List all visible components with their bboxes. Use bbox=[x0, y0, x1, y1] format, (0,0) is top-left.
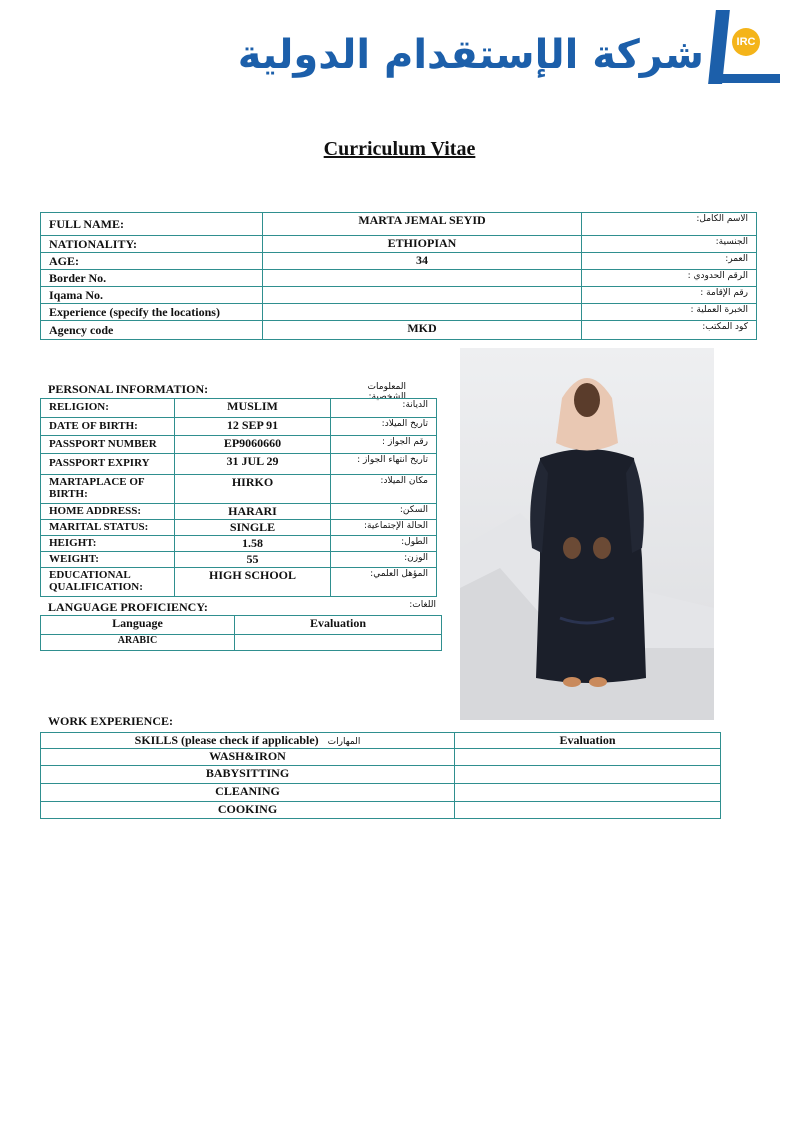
personal-info-heading: PERSONAL INFORMATION: bbox=[48, 382, 209, 396]
company-logo bbox=[237, 8, 782, 86]
field-label: DATE OF BIRTH: bbox=[41, 418, 175, 436]
field-label: AGE: bbox=[41, 253, 263, 270]
field-label-arabic: الخبرة العملية : bbox=[582, 304, 757, 321]
field-label: Iqama No. bbox=[41, 287, 263, 304]
field-value: MKD bbox=[263, 321, 582, 340]
table-row bbox=[41, 287, 757, 304]
field-label: HEIGHT: bbox=[41, 536, 175, 552]
table-row bbox=[41, 504, 437, 520]
candidate-photo bbox=[460, 348, 714, 720]
skill-evaluation-cell bbox=[455, 802, 721, 819]
field-label: WEIGHT: bbox=[41, 552, 175, 568]
field-label: FULL NAME: bbox=[41, 213, 263, 236]
field-label: NATIONALITY: bbox=[41, 236, 263, 253]
language-evaluation bbox=[235, 635, 442, 651]
skill-name: WASH&IRON bbox=[41, 749, 455, 766]
field-value: 55 bbox=[175, 552, 331, 568]
field-value: 12 SEP 91 bbox=[175, 418, 331, 436]
field-label: PASSPORT EXPIRY bbox=[41, 454, 175, 475]
table-row bbox=[41, 213, 757, 236]
skills-header-label: SKILLS (please check if applicable) bbox=[134, 733, 319, 747]
table-header-row bbox=[41, 616, 442, 635]
field-label-arabic: الرقم الحدودي : bbox=[582, 270, 757, 287]
field-label-arabic: الطول: bbox=[331, 536, 437, 552]
field-value: SINGLE bbox=[175, 520, 331, 536]
column-header: Evaluation bbox=[235, 616, 442, 635]
table-header-row bbox=[41, 733, 721, 749]
skill-name: COOKING bbox=[41, 802, 455, 819]
skill-evaluation-cell bbox=[455, 784, 721, 802]
field-label-arabic: المؤهل العلمي: bbox=[331, 568, 437, 597]
table-row bbox=[41, 766, 721, 784]
language-table bbox=[40, 615, 442, 651]
table-row bbox=[41, 418, 437, 436]
language-heading-arabic: اللغات: bbox=[409, 600, 436, 610]
field-value: HARARI bbox=[175, 504, 331, 520]
field-label: RELIGION: bbox=[41, 399, 175, 418]
skill-evaluation-cell bbox=[455, 766, 721, 784]
personal-info-heading-arabic: المعلومات الشخصية: bbox=[367, 382, 406, 402]
skill-name: BABYSITTING bbox=[41, 766, 455, 784]
field-value: 1.58 bbox=[175, 536, 331, 552]
table-row bbox=[41, 321, 757, 340]
skills-header-arabic: المهارات bbox=[327, 737, 361, 747]
field-label-arabic: تاريخ انتهاء الجواز : bbox=[331, 454, 437, 475]
field-label-arabic: مكان الميلاد: bbox=[331, 475, 437, 504]
table-row bbox=[41, 454, 437, 475]
table-row bbox=[41, 236, 757, 253]
field-label: Border No. bbox=[41, 270, 263, 287]
table-row bbox=[41, 552, 437, 568]
field-value bbox=[263, 304, 582, 321]
field-value: HIGH SCHOOL bbox=[175, 568, 331, 597]
skills-header bbox=[41, 733, 455, 749]
table-row bbox=[41, 568, 437, 597]
logo-vertical-bar bbox=[708, 10, 730, 84]
field-value: EP9060660 bbox=[175, 436, 331, 454]
field-label: HOME ADDRESS: bbox=[41, 504, 175, 520]
work-experience-heading: WORK EXPERIENCE: bbox=[48, 714, 174, 728]
field-label-arabic: الجنسية: bbox=[582, 236, 757, 253]
column-header: Language bbox=[41, 616, 235, 635]
field-label-arabic: رقم الإقامة : bbox=[582, 287, 757, 304]
field-label-arabic: الديانة: bbox=[331, 399, 437, 418]
field-value: MARTA JEMAL SEYID bbox=[263, 213, 582, 236]
field-value bbox=[263, 270, 582, 287]
person-photo-illustration bbox=[460, 348, 714, 720]
field-label: PASSPORT NUMBER bbox=[41, 436, 175, 454]
field-label-arabic: العمر: bbox=[582, 253, 757, 270]
field-value: HIRKO bbox=[175, 475, 331, 504]
field-label-arabic: الحالة الإجتماعية: bbox=[331, 520, 437, 536]
table-row bbox=[41, 304, 757, 321]
field-label-arabic: تاريخ الميلاد: bbox=[331, 418, 437, 436]
evaluation-header: Evaluation bbox=[455, 733, 721, 749]
field-label: EDUCATIONAL QUALIFICATION: bbox=[41, 568, 175, 597]
field-label-arabic: الوزن: bbox=[331, 552, 437, 568]
language-heading: LANGUAGE PROFICIENCY: bbox=[48, 600, 208, 614]
logo-mark: IRC bbox=[732, 28, 760, 56]
skill-evaluation-cell bbox=[455, 749, 721, 766]
table-row bbox=[41, 475, 437, 504]
table-row bbox=[41, 536, 437, 552]
table-row bbox=[41, 520, 437, 536]
field-label-arabic: السكن: bbox=[331, 504, 437, 520]
table-row bbox=[41, 270, 757, 287]
language-name: ARABIC bbox=[41, 635, 235, 651]
logo-horizontal-bar bbox=[720, 74, 780, 83]
table-row bbox=[41, 749, 721, 766]
field-value: 34 bbox=[263, 253, 582, 270]
field-value bbox=[263, 287, 582, 304]
field-value: 31 JUL 29 bbox=[175, 454, 331, 475]
table-row bbox=[41, 436, 437, 454]
skills-table bbox=[40, 732, 721, 819]
personal-info-table bbox=[40, 398, 437, 597]
field-label-arabic: كود المكتب: bbox=[582, 321, 757, 340]
table-row bbox=[41, 784, 721, 802]
field-value: ETHIOPIAN bbox=[263, 236, 582, 253]
skill-name: CLEANING bbox=[41, 784, 455, 802]
table-row bbox=[41, 399, 437, 418]
field-label-arabic: رقم الجواز : bbox=[331, 436, 437, 454]
main-info-table bbox=[40, 212, 757, 340]
table-row bbox=[41, 253, 757, 270]
field-label: Experience (specify the locations) bbox=[41, 304, 263, 321]
field-label-arabic: الاسم الكامل: bbox=[582, 213, 757, 236]
table-row bbox=[41, 635, 442, 651]
company-name-arabic: شركة الإستقدام الدولية bbox=[237, 32, 704, 78]
field-label: MARITAL STATUS: bbox=[41, 520, 175, 536]
field-label: Agency code bbox=[41, 321, 263, 340]
field-value: MUSLIM bbox=[175, 399, 331, 418]
page-title: Curriculum Vitae bbox=[323, 138, 476, 160]
table-row bbox=[41, 802, 721, 819]
field-label: MARTAPLACE OF BIRTH: bbox=[41, 475, 175, 504]
